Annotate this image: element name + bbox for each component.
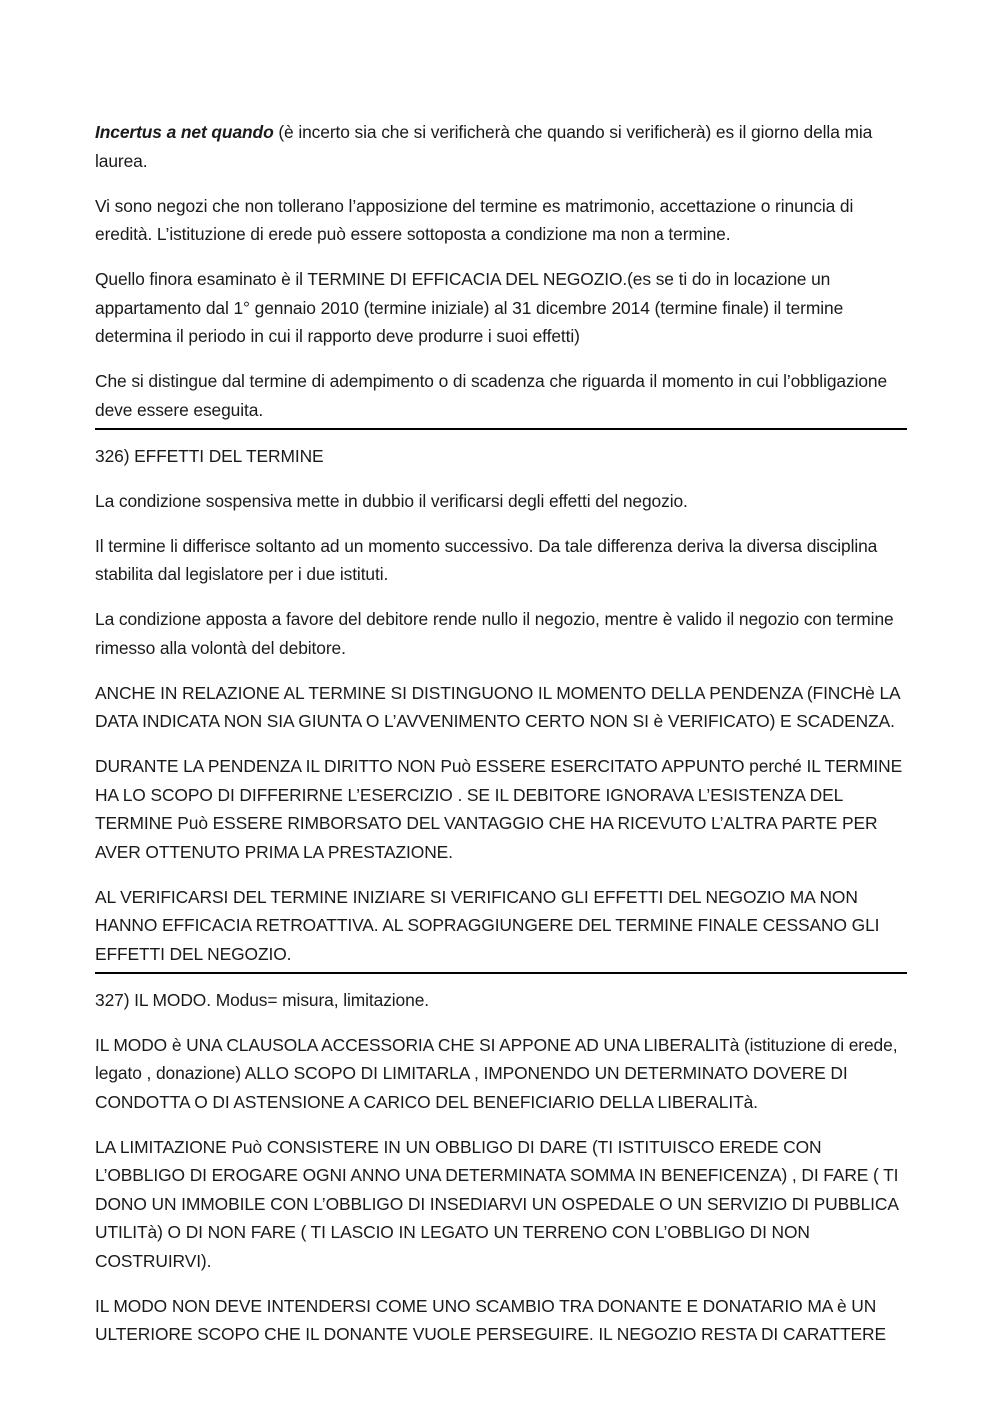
paragraph-lead-term: Incertus a net quando [95, 122, 274, 142]
paragraph-modo-clausola: IL MODO è UNA CLAUSOLA ACCESSORIA CHE SI APPONE AD UNA LIBERALITà (istituzione di erede, legato , donazione) ALLO SCOPO DI LIMITARLA , IMPONENDO UN DETERMINATO DOVERE DI CONDOTTA O DI ASTENSIONE A CARICO DEL BENEFICIARIO DELLA LIBERALITà. [95, 1034, 898, 1112]
paragraph-negozi-intolleranti: Vi sono negozi che non tollerano l’apposizione del termine es matrimonio, accettazione o rinuncia di eredità. L’istituzione di erede può essere sottoposta a condizione ma non a termine. [95, 195, 854, 244]
paragraph-text: (è incerto sia che si verificherà che quando si verificherà) es il giorno della mia laurea. [95, 122, 873, 171]
section-heading-327: 327) IL MODO. Modus= misura, limitazione. [95, 989, 430, 1010]
paragraph-durante-pendenza: DURANTE LA PENDENZA IL DIRITTO NON Può ESSERE ESERCITATO APPUNTO perché IL TERMINE HA LO SCOPO DI DIFFERIRNE L’ESERCIZIO . SE IL DEBITORE IGNORAVA L’ESISTENZA DEL TERMINE Può ESSERE RIMBORSATO DEL VANTAGGIO CHE HA RICEVUTO L’ALTRA PARTE PER AVER OTTENUTO PRIMA LA PRESTAZIONE. [95, 756, 903, 862]
section-heading-326: 326) EFFETTI DEL TERMINE [95, 445, 324, 466]
section-divider [95, 972, 907, 974]
paragraph-limitazione: LA LIMITAZIONE Può CONSISTERE IN UN OBBLIGO DI DARE (TI ISTITUISCO EREDE CON L’OBBLIGO DI EROGARE OGNI ANNO UNA DETERMINATA SOMMA IN BENEFICENZA) , DI FARE ( TI DONO UN IMMOBILE CON L’OBBLIGO DI INSEDIARVI UN OSPEDALE O UN SERVIZIO DI PUBBLICA UTILITà) O DI NON FARE ( TI LASCIO IN LEGATO UN TERRENO CON L’OBBLIGO DI NON COSTRUIRVI). [95, 1136, 899, 1271]
paragraph-pendenza-scadenza: ANCHE IN RELAZIONE AL TERMINE SI DISTINGUONO IL MOMENTO DELLA PENDENZA (FINCHè LA DATA INDICATA NON SIA GIUNTA O L’AVVENIMENTO CERTO NON SI è VERIFICATO) E SCADENZA. [95, 682, 900, 731]
paragraph-condizione-debitore: La condizione apposta a favore del debitore rende nullo il negozio, mentre è valido il negozio con termine rimesso alla volontà del debitore. [95, 609, 894, 658]
section-divider [95, 428, 907, 430]
paragraph-termine-efficacia: Quello finora esaminato è il TERMINE DI EFFICACIA DEL NEGOZIO.(es se ti do in locazione un appartamento dal 1° gennaio 2010 (termine iniziale) al 31 dicembre 2014 (termine finale) il termine determina il periodo in cui il rapporto deve produrre i suoi effetti) [95, 269, 844, 346]
paragraph-verificarsi-termine: AL VERIFICARSI DEL TERMINE INIZIARE SI VERIFICANO GLI EFFETTI DEL NEGOZIO MA NON HANNO EFFICACIA RETROATTIVA. AL SOPRAGGIUNGERE DEL TERMINE FINALE CESSANO GLI EFFETTI DEL NEGOZIO. [95, 886, 880, 964]
paragraph-incertus [95, 118, 907, 175]
document-page [95, 118, 907, 1365]
paragraph-condizione-sospensiva: La condizione sospensiva mette in dubbio il verificarsi degli effetti del negozio. [95, 490, 688, 511]
paragraph-modo-scambio: IL MODO NON DEVE INTENDERSI COME UNO SCAMBIO TRA DONANTE E DONATARIO MA è UN ULTERIORE SCOPO CHE IL DONANTE VUOLE PERSEGUIRE. IL NEGOZIO RESTA DI CARATTERE [95, 1295, 887, 1344]
paragraph-termine-differisce: Il termine li differisce soltanto ad un momento successivo. Da tale differenza deriva la diversa disciplina stabilita dal legislatore per i due istituti. [95, 535, 878, 584]
paragraph-termine-adempimento: Che si distingue dal termine di adempimento o di scadenza che riguarda il momento in cui l’obbligazione deve essere eseguita. [95, 371, 888, 420]
